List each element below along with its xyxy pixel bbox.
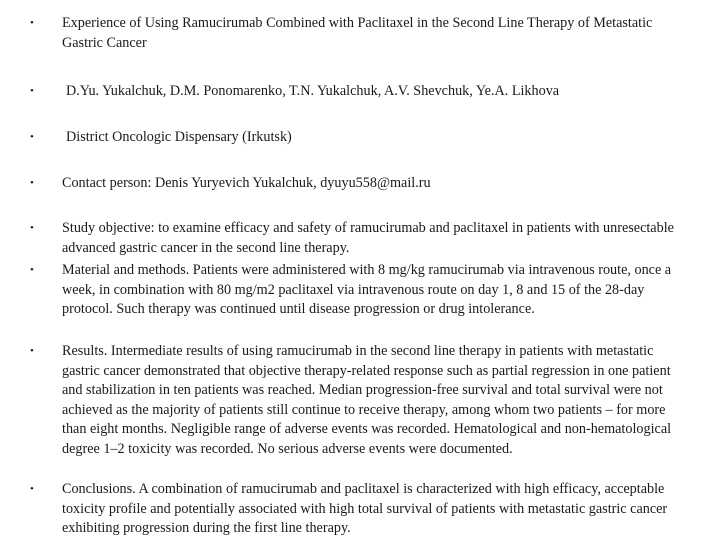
bullet: • — [30, 17, 34, 29]
bullet: • — [30, 222, 34, 234]
conclusions: Conclusions. A combination of ramucirumab and paclitaxel is characterized with high efficacy, acceptable toxicity profile and potentially associated with high total survival of patients with metastatic gastric cancer exhibiting progression during the first line therapy. — [62, 481, 668, 536]
results: Results. Intermediate results of using ramucirumab in the second line therapy in patients with metastatic gastric cancer demonstrated that objective therapy-related response such as partial regression in one patient and stabilization in ten patients was reached. Median progression-free survival and total survival were not achieved as the majority of patients still continue to receive therapy, among whom two patients – for more than eight months. Negligible range of adverse events was recorded. Hematological and non-hematological degree 1–2 toxicity was recorded. No serious adverse events were documented. — [62, 343, 672, 457]
bullet: • — [30, 264, 34, 276]
bullet: • — [30, 483, 34, 495]
bullet: • — [30, 177, 34, 189]
bullet: • — [30, 85, 34, 97]
material-and-methods: Material and methods. Patients were administered with 8 mg/kg ramucirumab via intravenous route, once a week, in combination with 80 mg/m2 paclitaxel via intravenous route on day 1, 8 and 15 of the 28-day protocol. Such therapy was continued until disease progression or drug intolerance. — [62, 262, 672, 317]
article-title: Experience of Using Ramucirumab Combined with Paclitaxel in the Second Line Therapy of Metastatic Gastric Cancer — [62, 15, 653, 51]
bullet: • — [30, 345, 34, 357]
bullet: • — [30, 131, 34, 143]
study-objective: Study objective: to examine efficacy and safety of ramucirumab and paclitaxel in patients with unresectable advanced gastric cancer in the second line therapy. — [62, 220, 674, 256]
authors: D.Yu. Yukalchuk, D.M. Ponomarenko, T.N. Yukalchuk, A.V. Shevchuk, Ye.A. Likhova — [66, 83, 560, 99]
affiliation: District Oncologic Dispensary (Irkutsk) — [66, 129, 292, 145]
contact-person: Contact person: Denis Yuryevich Yukalchuk, dyuyu558@mail.ru — [62, 175, 431, 191]
